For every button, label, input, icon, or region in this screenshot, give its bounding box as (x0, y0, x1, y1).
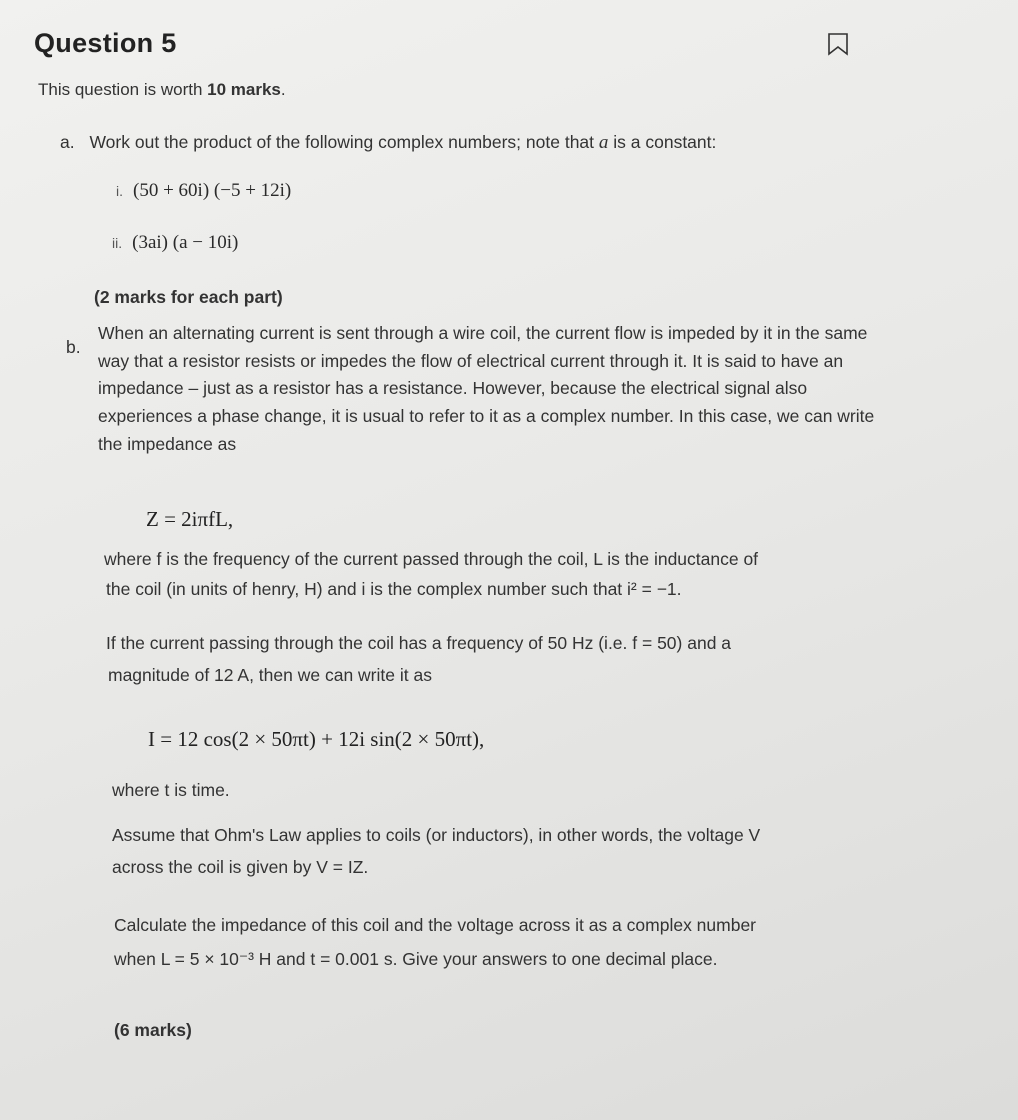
task-line-1: Calculate the impedance of this coil and the voltage across it as a complex number (114, 915, 757, 935)
part-a-item-1: i. (50 + 60i) (−5 + 12i) (116, 180, 292, 201)
current-line-2: magnitude of 12 A, then we can write it as (108, 665, 432, 685)
part-b-label: b. (66, 337, 81, 357)
bookmark-icon[interactable] (826, 32, 850, 56)
ohms-law-line-1: Assume that Ohm's Law applies to coils (or inductors), in other words, the voltage V (112, 825, 761, 845)
part-a-label: a. (60, 132, 75, 152)
complex-product-1: (50 + 60i) (−5 + 12i) (133, 180, 292, 201)
part-b-intro-paragraph: When an alternating current is sent through a wire coil, the current flow is impeded by it in the same way that a resistor resists or impedes the flow of electrical current through it. It is said to have an impedance – just as a resistor has a resistance. However, because the electrical signal also experiences a phase change, it is usual to refer to it as a complex number. In this case, we can write the impedance as (98, 323, 875, 454)
total-marks: 10 marks (207, 80, 281, 99)
part-a-marks: (2 marks for each part) (94, 287, 283, 307)
impedance-equation: Z = 2iπfL, (146, 507, 234, 531)
time-definition: where t is time. (112, 780, 230, 800)
definition-line-1: where f is the frequency of the current passed through the coil, L is the inductance of (104, 549, 759, 569)
current-equation: I = 12 cos(2 × 50πt) + 12i sin(2 × 50πt), (148, 727, 485, 751)
marks-worth-line: This question is worth 10 marks. (38, 80, 286, 99)
ohms-law-line-2: across the coil is given by V = IZ. (112, 857, 369, 877)
task-line-2: when L = 5 × 10⁻³ H and t = 0.001 s. Give your answers to one decimal place. (114, 949, 718, 969)
question-title: Question 5 (34, 28, 177, 58)
part-a-item-2: ii. (3ai) (a − 10i) (112, 232, 239, 253)
part-a-prompt: a. Work out the product of the following complex numbers; note that a is a constant: (60, 132, 717, 153)
definition-line-2: the coil (in units of henry, H) and i is the complex number such that i² = −1. (106, 579, 682, 599)
part-b-marks: (6 marks) (114, 1020, 192, 1040)
complex-product-2: (3ai) (a − 10i) (132, 232, 239, 253)
current-line-1: If the current passing through the coil has a frequency of 50 Hz (i.e. f = 50) and a (106, 633, 732, 653)
